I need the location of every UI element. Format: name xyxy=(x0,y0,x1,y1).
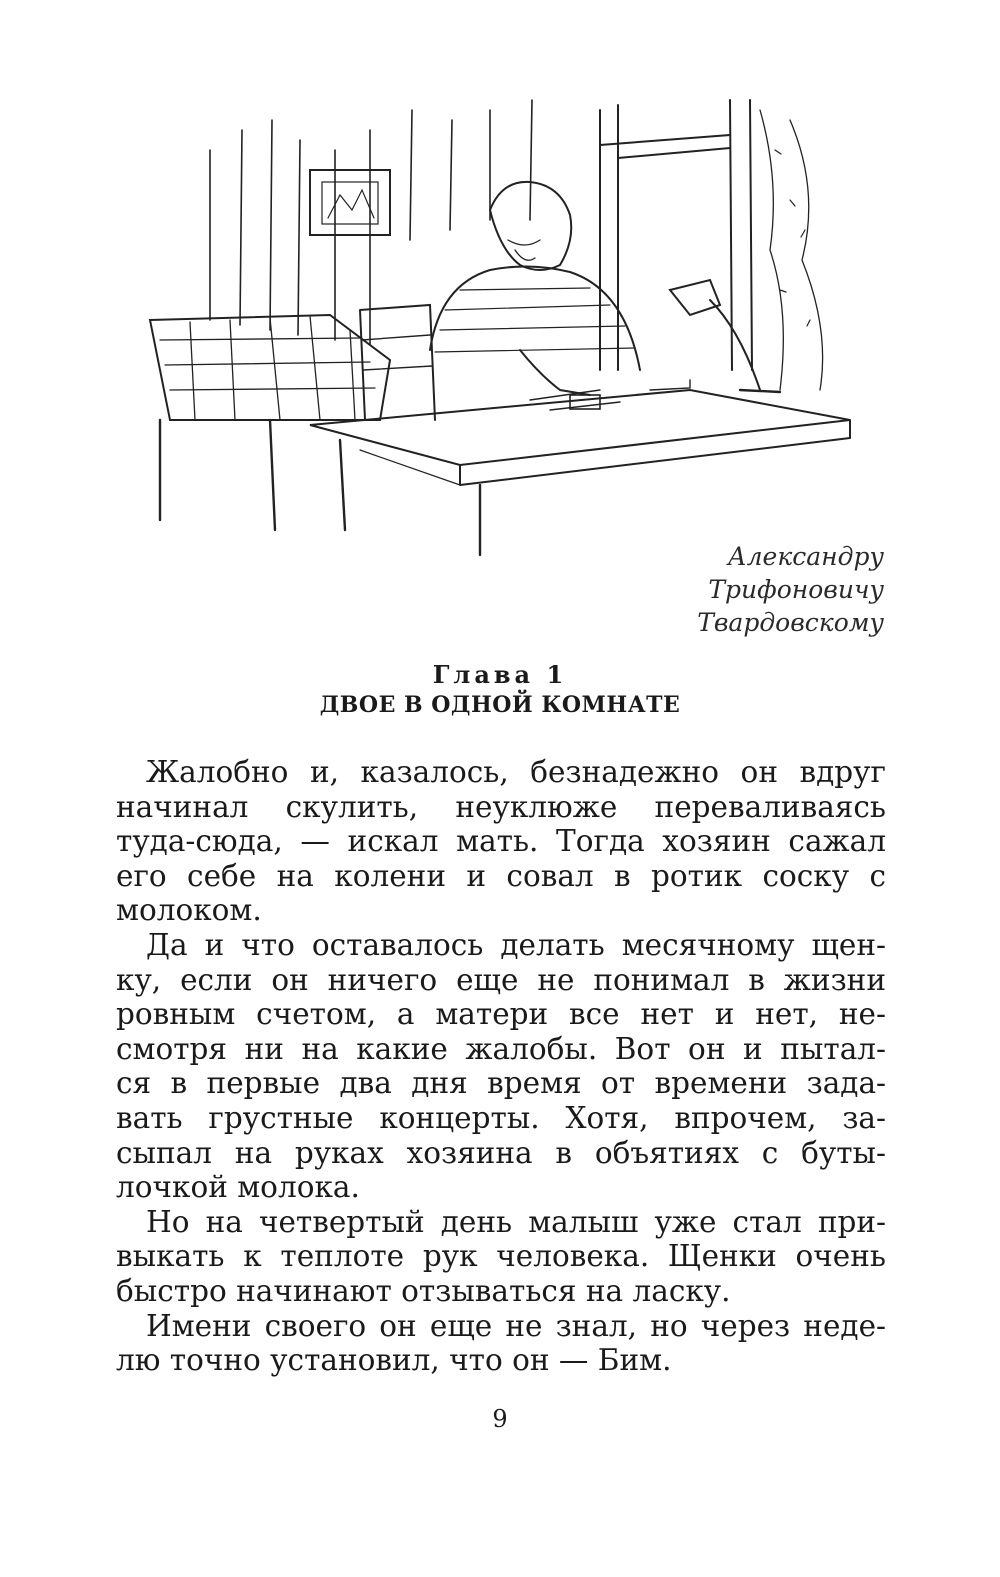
text-line: лочкой молока. xyxy=(116,1170,360,1205)
text-line: лю точно установил, что он — Бим. xyxy=(116,1343,672,1378)
text-line: смотря ни на какие жалобы. Вот он и пытал- xyxy=(116,1031,886,1066)
paragraph xyxy=(116,1205,886,1309)
text-line: Жалобно и, казалось, безнадежно он вдруг xyxy=(146,755,886,789)
text-line: ровным счетом, а матери все нет и нет, не- xyxy=(116,997,886,1032)
bed-with-plaid-blanket xyxy=(150,315,390,530)
text-line: сыпал на руках хозяина в объятиях с буты- xyxy=(116,1135,886,1170)
chapter-body xyxy=(116,755,886,1378)
desk-lamp xyxy=(670,280,780,392)
text-line: вать грустные концерты. Хотя, впрочем, за- xyxy=(116,1100,886,1135)
dedication-line: Твардовскому xyxy=(697,608,884,637)
illustration-man-writing-at-desk xyxy=(130,90,870,560)
chapter-title: ДВОЕ В ОДНОЙ КОМНАТЕ xyxy=(319,692,681,718)
chapter-label: Глава 1 xyxy=(432,660,568,689)
man-figure xyxy=(430,182,640,395)
text-line: Но на четвертый день малыш уже стал при- xyxy=(146,1204,886,1239)
paragraph xyxy=(116,755,886,928)
text-line: молоком. xyxy=(116,893,262,928)
paragraph xyxy=(116,1309,886,1378)
text-line: ку, если он ничего еще не понимал в жизни xyxy=(116,962,886,997)
text-line: его себе на колени и совал в ротик соску с xyxy=(116,858,886,893)
page-number: 9 xyxy=(492,1405,508,1433)
picture-frame-on-wall xyxy=(310,170,390,235)
text-line: быстро начинают отзываться на ласку. xyxy=(116,1273,731,1308)
desk xyxy=(310,380,850,555)
chair xyxy=(360,305,435,420)
text-line: туда-сюда, — искал мать. Тогда хозяин сажал xyxy=(116,824,886,859)
dedication-line: Трифоновичу xyxy=(708,575,884,604)
paragraph xyxy=(116,928,886,1205)
text-line: Да и что оставалось делать месячному щен- xyxy=(146,927,886,962)
text-line: Имени своего он еще не знал, но через неде- xyxy=(146,1308,886,1343)
text-line: начинал скулить, неуклюже переваливаясь xyxy=(116,789,886,824)
text-line: выкать к теплоте рук человека. Щенки очень xyxy=(116,1239,886,1274)
dedication xyxy=(584,540,884,639)
dedication-line: Александру xyxy=(727,542,884,571)
text-line: ся в первые два дня время от времени зада- xyxy=(116,1066,886,1101)
